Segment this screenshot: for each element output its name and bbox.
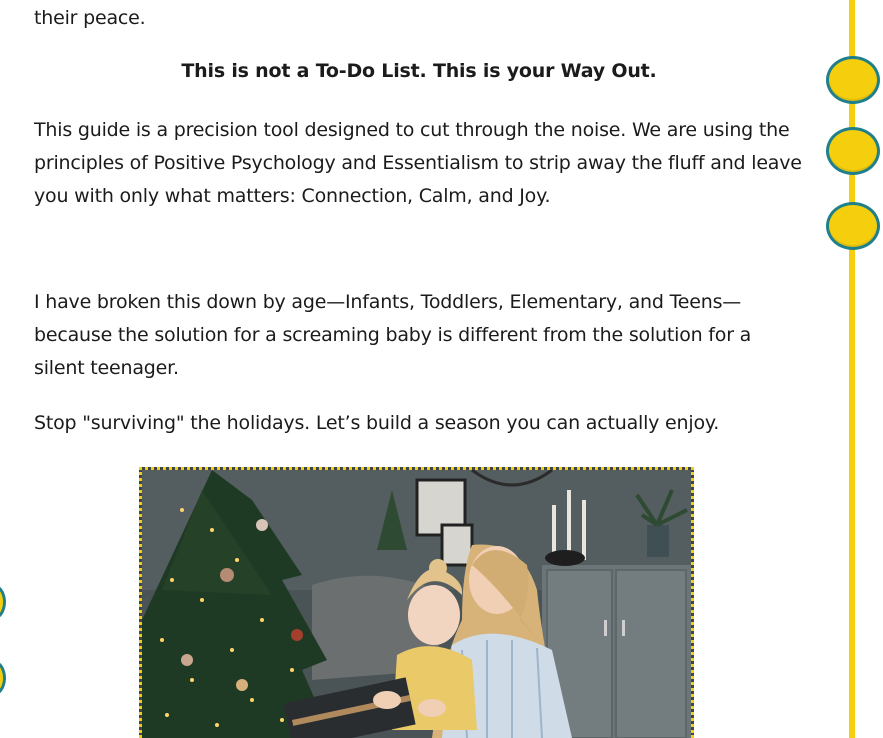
- paragraph-ages: I have broken this down by age—Infants, Toddlers, Elementary, and Teens—because the solution for a screaming baby is different from the solution for a silent teenager.: [34, 291, 752, 379]
- binder-ring-icon: [826, 127, 880, 175]
- decorative-dot-icon: [0, 660, 6, 696]
- decorative-rail-line: [849, 0, 855, 738]
- paragraph-closing: Stop "surviving" the holidays. Let’s build a season you can actually enjoy.: [34, 412, 720, 434]
- decorative-dot-icon: [0, 584, 6, 620]
- section-heading: This is not a To-Do List. This is your Way Out.: [181, 60, 657, 82]
- holiday-photo: [139, 467, 694, 738]
- paragraph-intro: This guide is a precision tool designed to cut through the noise. We are using the principles of Positive Psychology and Essentialism to strip away the fluff and leave you with only what matters: Connection, Calm, and Joy.: [34, 119, 802, 207]
- binder-ring-icon: [826, 56, 880, 104]
- holiday-photo-illustration-icon: [142, 470, 691, 738]
- paragraph-fragment: their peace.: [34, 7, 146, 29]
- binder-ring-icon: [826, 202, 880, 250]
